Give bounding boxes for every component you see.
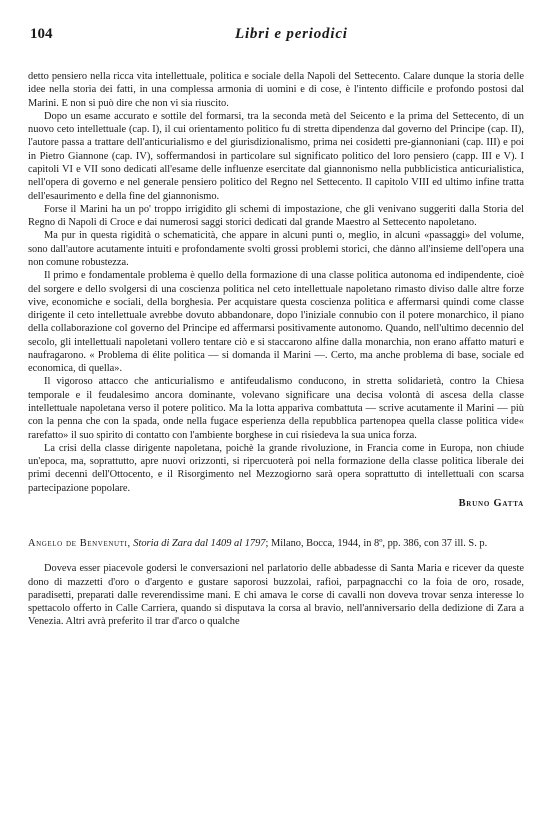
review-title: Storia di Zara dal 1409 al 1797 <box>133 538 266 549</box>
review-author: Angelo de Benvenuti, <box>28 538 131 549</box>
reviewer-signature: Bruno Gatta <box>458 498 524 509</box>
paragraph: Il primo e fondamentale problema è quello della formazione di una classe politica autonoma ed indipendente, cioè del sorgere e dello svolgersi di una coscienza politica nel ceto intellettuale napoletano rimasto diviso dalle altre forze vive, economiche e sociali, della borghesia. Per acquistare questa coscienza politica e affermarsi quindi come classe dirigente il ceto intellettuale avrebbe dovuto abbandonare, dopo l'iniziale connubio con il potere monarchico, il piano della collaborazione col governo del Principe ed affermarsi positivamente autonomo. Quando, nell'ultimo decennio del secolo, gli intellettuali napoletani vollero tentare ciò e si staccarono alfine dalla monarchia, non erano affatto maturi e naufragarono. « Problema di élite politica — si domanda il Marini —. Certo, ma anche problema di base, sociale ed economica, di quella». <box>28 270 524 375</box>
paragraph: La crisi della classe dirigente napoletana, poichè la grande rivoluzione, in Francia come in Europa, non chiude un'epoca, ma, soprattutto, apre nuovi orizzonti, si ripercuoterà poi nella formazione della classe politica liberale dei primi decenni dell'Ottocento, e il Risorgimento nel Mezzogiorno sarà opera soprattutto di intellettuali con scarsa partecipazione popolare. <box>28 442 524 494</box>
article-body <box>28 70 524 629</box>
signature-line <box>28 497 524 511</box>
review-publication: ; Milano, Bocca, 1944, in 8º, pp. 386, con 37 ill. S. p. <box>265 538 488 549</box>
paragraph: Doveva esser piacevole godersi le conversazioni nel parlatorio delle abbadesse di Santa Maria e ricever da queste dono di mazzetti d'oro o d'argento e gustare saporosi buzzolai, rafioi, parpagnacchi co la foia de oro, rosade, paradisetti, preparati dalle reverendissime mani. E chi amava le corse di cavalli non doveva trovar senza interesse lo spettacolo offerto in Calle Carriera, quando si disputava la corsa al bravio, nell'anniversario della dedizione di Zara a Venezia. Altri avrà preferito il trar d'arco o qualche <box>28 563 524 628</box>
paragraph: detto pensiero nella ricca vita intellettuale, politica e sociale della Napoli del Settecento. Calare dunque la storia delle idee nella storia dei fatti, in una complessa armonia di uomini e di cose, è l'intento difficile e profondo postosi dal Marini. E non si può dire che non vi sia riuscito. <box>28 71 524 109</box>
page-number: 104 <box>30 26 53 42</box>
paragraph: Il vigoroso attacco che anticurialismo e antifeudalismo conducono, in stretta solidarietà, contro la Chiesa temporale e il feudalesimo ancora dominante, volevano significare una decisa volontà di ascesa della classe intellettuale napoletana verso il potere politico. Ma la lotta appariva combattuta — scrive acutamente il Marini — più con la penna che con la spada, onde nella fugace esperienza della repubblica partenopea quella classe politica vide« rarefatto» il suo spirito di contatto con l'ambiente borghese in cui risiedeva la sua unica forza. <box>28 376 524 441</box>
paragraph: Forse il Marini ha un po' troppo irrigidito gli schemi di impostazione, che gli venivano suggeriti dalla Storia del Regno di Napoli di Croce e dai numerosi saggi storici dedicati dal grande Maestro al Settecento napoletano. <box>28 203 524 229</box>
running-head <box>30 26 524 52</box>
review-citation <box>28 537 524 550</box>
journal-title: Libri e periodici <box>235 26 348 42</box>
paragraph: Dopo un esame accurato e sottile del formarsi, tra la seconda metà del Seicento e la prima del Settecento, di un nuovo ceto intellettuale (cap. I), il cui orientamento politico fu di stretta dipendenza dal governo del Principe (cap. II), l'autore passa a trattare dell'anticurialismo e del giurisdizionalismo, prima nei cosidetti pre-giannoniani (cap. III) e poi in Pietro Giannone (cap. IV), soffermandosi in particolare sul significato politico del loro pensiero (capp. III e V). I capitoli VI e VII sono dedicati all'esame delle influenze esercitate dal giannonismo nella pubblicistica anticurialistica, nell'opera di governo e nel generale pensiero politico del Regno nel Settecento. Il capitolo VIII ed ultimo infine tratta dell'esaurimento e della fine del giannonismo. <box>28 110 524 202</box>
paragraph: Ma pur in questa rigidità o schematicità, che appare in alcuni punti o, meglio, in alcuni «passaggi» del volume, sono dall'autore acutamente intuiti e profondamente svolti grossi problemi storici, che dànno all'insieme dell'opera una non comune robustezza. <box>28 230 524 268</box>
